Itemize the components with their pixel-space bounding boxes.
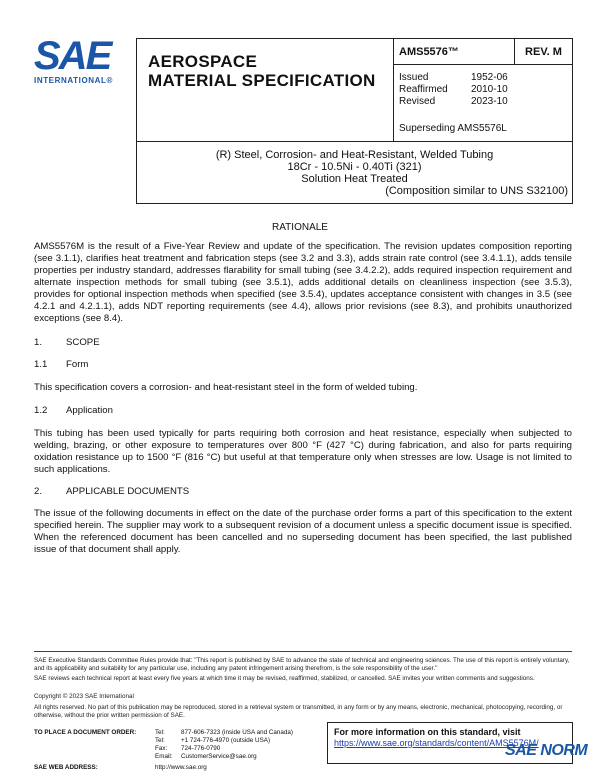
footer-divider (34, 651, 572, 652)
header-title-line1: AEROSPACE (148, 52, 258, 71)
contact-email[interactable]: Email: CustomerService@sae.org (155, 753, 257, 760)
contact-fax: Fax: 724-776-0790 (155, 745, 221, 752)
section-1-1-text: This specification covers a corrosion- and heat-resistant steel in the form of welded tubing. (34, 382, 418, 393)
section-2-heading: 2. APPLICABLE DOCUMENTS (34, 486, 190, 497)
section-1-2-heading: 1.2 Application (34, 405, 113, 416)
web-address-label: SAE WEB ADDRESS: (34, 764, 98, 771)
date-reaffirmed: Reaffirmed 2010-10 (399, 84, 508, 95)
date-issued: Issued 1952-06 (399, 72, 508, 83)
contact-tel-2: Tel: +1 724-776-4970 (outside USA) (155, 737, 271, 744)
contact-details (155, 729, 293, 761)
section-1-1-heading: 1.1 Form (34, 359, 89, 370)
subtitle-line4: (Composition similar to UNS S32100) (385, 185, 568, 197)
footer-copyright: Copyright © 2023 SAE International (34, 693, 134, 700)
date-revised: Revised 2023-10 (399, 96, 508, 107)
section-2-text: The issue of the following documents in effect on the date of the purchase order forms a part of this specification to the extent specified herein. The supplier may work to a subsequent revision of a document unless a specific document issue is specified. When the referenced document has been cancelled and no superseding document has been specified, the last published issue of that document shall apply. (34, 508, 572, 555)
section-1-2-text: This tubing has been used typically for parts requiring both corrosion and heat resistance, especially when subjected to welding, brazing, or other exposure to temperatures over 800 °F (427 °C) during fabrication, and also for parts requiring oxidation resistance up to 1500 °F (816 °C) but useful at that temperature only when stresses are low. Usage is not limited to such applications. (34, 428, 572, 475)
footer-rules-note: SAE Executive Standards Committee Rules provide that: "This report is published by SAE to advance the state of technical and engineering sciences. The use of this report is entirely voluntary, and its applicability and suitability for any particular use, including any patent infringement arising therefrom, is the sole responsibility of the user." (34, 657, 570, 672)
logo-mark: SAE (34, 34, 111, 78)
header-title-cell (137, 39, 394, 141)
order-label: TO PLACE A DOCUMENT ORDER: (34, 729, 137, 736)
contact-tel-1: Tel: 877-606-7323 (inside USA and Canada) (155, 729, 294, 736)
footer-review-note: SAE reviews each technical report at least every five years at which time it may be revised, reaffirmed, stabilized, or cancelled. SAE invites your written comments and suggestions. (34, 675, 535, 682)
sae-logo (34, 34, 124, 88)
footer-rights: All rights reserved. No part of this publication may be reproduced, stored in a retrieval system or transmitted, in any form or by any means, electronic, mechanical, photocopying, recording, or otherwise, without the prior written permission of SAE. (34, 704, 563, 719)
subtitle-line1: (R) Steel, Corrosion- and Heat-Resistant, Welded Tubing (215, 149, 494, 161)
more-info-title: For more information on this standard, visit (334, 727, 521, 737)
document-id: AMS5576™ (394, 39, 515, 65)
subtitle-line2: 18Cr - 10.5Ni - 0.40Ti (321) (287, 161, 422, 173)
header-title-line2: MATERIAL SPECIFICATION (148, 71, 376, 90)
material-title (136, 142, 573, 204)
section-1-heading: 1. SCOPE (34, 337, 100, 348)
sae-norm-watermark: SAE NORM (505, 742, 588, 759)
rationale-heading: RATIONALE (272, 222, 328, 233)
standard-link[interactable]: https://www.sae.org/standards/content/AMS5576M/ (334, 738, 539, 748)
rationale-text: AMS5576M is the result of a Five-Year Review and update of the specification. The revision updates composition reporting (see 3.1.1), clarifies heat treatment and fabrication steps (see 3.2 and 3.3), adds strain rate control (see 3.4.1.1), adds tensile properties per industry standard, addresses flarability for small tubing (see 3.4.2.2), adds required inspection requirement and alternate inspection methods for small tubing (see 3.5.1), adds additional details on cleanliness inspection (see 3.5.3), provides for optional inspection methods when specified (see 3.5.4), updates acceptance consistent with changes in 3.5 (see 4.2.1 and 4.2.1.1), adds NDT reporting requirements (see 4.4), allows prior revisions (see 8.3), and prohibits unauthorized exceptions (see 8.4). (34, 241, 572, 324)
web-address-link[interactable]: http://www.sae.org (155, 764, 207, 771)
spec-header (136, 38, 573, 142)
header-meta-cell (394, 39, 572, 141)
superseding-note: Superseding AMS5576L (399, 123, 507, 134)
logo-subtext: INTERNATIONAL® (34, 76, 114, 85)
subtitle-line3: Solution Heat Treated (301, 173, 408, 185)
revision-label: REV. M (515, 39, 572, 65)
